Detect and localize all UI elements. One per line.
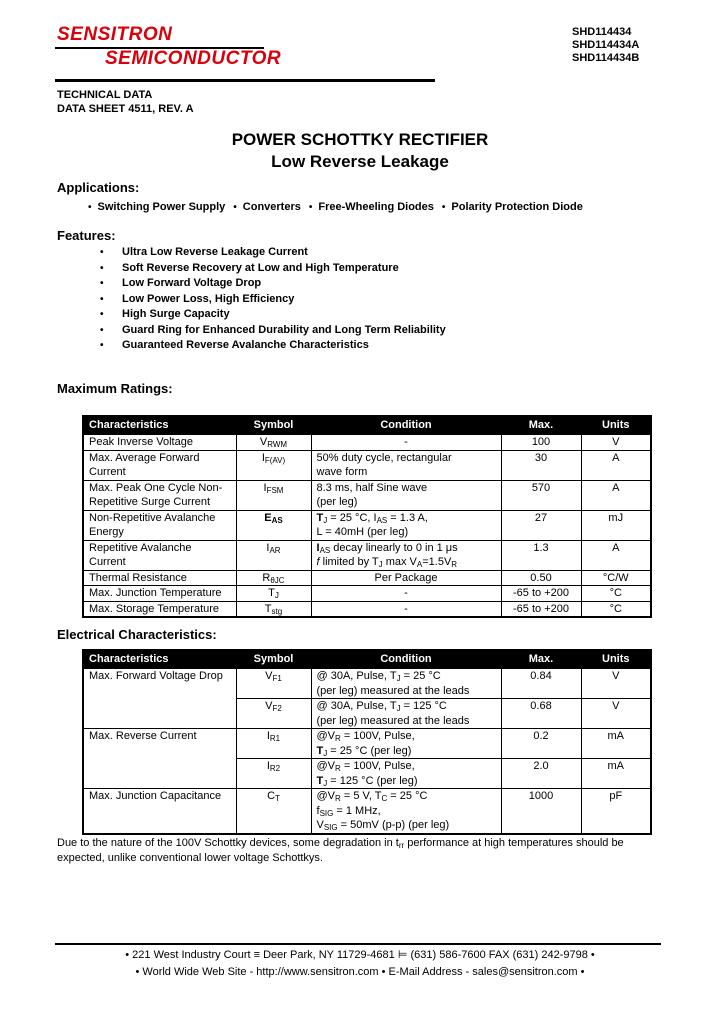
page-title (0, 129, 720, 173)
max-cell: 1000 (501, 789, 581, 834)
maximum-ratings-heading: Maximum Ratings: (57, 381, 173, 396)
characteristic-cell: Max. Average Forward Current (83, 450, 236, 480)
footer-divider (55, 943, 661, 945)
column-header: Condition (311, 416, 501, 435)
characteristic-cell: Repetitive Avalanche Current (83, 540, 236, 570)
application-item: • Converters (233, 201, 301, 213)
max-cell: 1.3 (501, 540, 581, 570)
max-cell: 0.68 (501, 699, 581, 729)
condition-cell: - (311, 435, 501, 451)
footnote: Due to the nature of the 100V Schottky devices, some degradation in $t_{rr}$ performance at high temperatures should be expected, unlike conventional lower voltage Schottkys. (57, 837, 624, 864)
column-header: Condition (311, 650, 501, 669)
bullet-icon: • (100, 262, 104, 274)
application-item: • Polarity Protection Diode (441, 201, 583, 213)
maximum-ratings-table (82, 415, 652, 618)
bullet-icon: • (100, 278, 104, 289)
table-row (83, 480, 651, 510)
part-number: SHD114434 (572, 26, 632, 38)
units-cell: A (581, 450, 651, 480)
bullet-icon: • (233, 202, 237, 213)
table-row (83, 601, 651, 617)
symbol-cell: $V_{F1}$ (236, 669, 311, 699)
symbol-cell: $T_{stg}$ (236, 601, 311, 617)
symbol-cell: $T_J$ (236, 586, 311, 602)
table-row (83, 729, 651, 759)
units-cell: V (581, 669, 651, 699)
units-cell: A (581, 540, 651, 570)
application-item: • Switching Power Supply (88, 201, 226, 213)
electrical-characteristics-table (82, 649, 652, 835)
features-heading: Features: (57, 228, 116, 243)
condition-cell: $@V_R = 100V$, Pulse, $T_J = 25$ °C (per leg) (311, 729, 501, 759)
max-cell: 0.50 (501, 570, 581, 586)
column-header: Units (581, 650, 651, 669)
characteristic-cell: Max. Forward Voltage Drop (83, 669, 236, 729)
max-cell: 0.2 (501, 729, 581, 759)
symbol-cell: $I_{AR}$ (236, 540, 311, 570)
feature-item: • Guaranteed Reverse Avalanche Characteristics (100, 338, 446, 354)
table-row (83, 450, 651, 480)
application-item: • Free-Wheeling Diodes (308, 201, 434, 213)
condition-cell: @ 30A, Pulse, $T_J = 125$ °C (per leg) measured at the leads (311, 699, 501, 729)
logo-semiconductor: SEMICONDUCTOR (105, 48, 282, 69)
features-list (100, 245, 446, 354)
logo-sensitron: SENSITRON (55, 24, 264, 49)
symbol-cell: $E_{AS}$ (236, 510, 311, 540)
feature-item: • Ultra Low Reverse Leakage Current (100, 245, 446, 261)
symbol-cell: $I_{F(AV)}$ (236, 450, 311, 480)
feature-item: • Low Forward Voltage Drop (100, 276, 446, 292)
table-row (83, 789, 651, 834)
feature-item: • Soft Reverse Recovery at Low and High Temperature (100, 261, 446, 277)
characteristic-cell: Max. Junction Capacitance (83, 789, 236, 834)
symbol-cell: $V_{F2}$ (236, 699, 311, 729)
max-cell: -65 to +200 (501, 601, 581, 617)
units-cell: mJ (581, 510, 651, 540)
max-cell: 30 (501, 450, 581, 480)
column-header: Symbol (236, 650, 311, 669)
max-cell: 570 (501, 480, 581, 510)
column-header: Characteristics (83, 416, 236, 435)
footer (0, 947, 720, 980)
part-number-list (572, 26, 639, 65)
max-cell: 0.84 (501, 669, 581, 699)
condition-cell: $T_J = 25$ °C, $I_{AS} = 1.3$ A, L = 40mH (per leg) (311, 510, 501, 540)
condition-cell: Per Package (311, 570, 501, 586)
units-cell: °C (581, 601, 651, 617)
footer-address-line: • 221 West Industry Court ≡ Deer Park, NY 11729-4681 ⊨ (631) 586-7600 FAX (631) 242-9798 • (125, 949, 595, 961)
characteristic-cell: Max. Peak One Cycle Non-Repetitive Surge Current (83, 480, 236, 510)
table-row (83, 586, 651, 602)
bullet-icon: • (100, 293, 104, 305)
max-cell: 27 (501, 510, 581, 540)
table-row (83, 435, 651, 451)
characteristic-cell: Max. Reverse Current (83, 729, 236, 789)
column-header: Max. (501, 416, 581, 435)
table-header-row (83, 416, 651, 435)
characteristic-cell: Thermal Resistance (83, 570, 236, 586)
condition-cell: - (311, 601, 501, 617)
symbol-cell: $I_{FSM}$ (236, 480, 311, 510)
column-header: Units (581, 416, 651, 435)
condition-cell: - (311, 586, 501, 602)
column-header: Symbol (236, 416, 311, 435)
symbol-cell: $I_{R2}$ (236, 759, 311, 789)
footer-web-line: • World Wide Web Site - http://www.sensitron.com • E-Mail Address - sales@sensitron.com • (135, 965, 585, 978)
units-cell: V (581, 699, 651, 729)
units-cell: mA (581, 759, 651, 789)
table-row (83, 570, 651, 586)
units-cell: pF (581, 789, 651, 834)
technical-data-block (57, 88, 194, 116)
units-cell: °C (581, 586, 651, 602)
table-header-row (83, 650, 651, 669)
units-cell: V (581, 435, 651, 451)
title-line2: Low Reverse Leakage (271, 152, 449, 171)
units-cell: A (581, 480, 651, 510)
column-header: Characteristics (83, 650, 236, 669)
part-number: SHD114434B (572, 52, 640, 64)
condition-cell: @ 30A, Pulse, $T_J = 25$ °C (per leg) measured at the leads (311, 669, 501, 699)
condition-cell: 50% duty cycle, rectangular wave form (311, 450, 501, 480)
condition-cell: $@V_R = 100V$, Pulse, $T_J = 125$ °C (per leg) (311, 759, 501, 789)
characteristic-cell: Peak Inverse Voltage (83, 435, 236, 451)
feature-item: • High Surge Capacity (100, 307, 446, 323)
table-row (83, 540, 651, 570)
units-cell: mA (581, 729, 651, 759)
applications-heading: Applications: (57, 180, 140, 195)
max-cell: 2.0 (501, 759, 581, 789)
technical-data-label: TECHNICAL DATA (57, 89, 153, 101)
table-row (83, 510, 651, 540)
symbol-cell: $V_{RWM}$ (236, 435, 311, 451)
table-row (83, 669, 651, 699)
part-number: SHD114434A (572, 39, 640, 51)
symbol-cell: $C_T$ (236, 789, 311, 834)
max-cell: 100 (501, 435, 581, 451)
electrical-characteristics-heading: Electrical Characteristics: (57, 627, 217, 642)
feature-item: • Guard Ring for Enhanced Durability and Long Term Reliability (100, 323, 446, 339)
units-cell: °C/W (581, 570, 651, 586)
title-line1: POWER SCHOTTKY RECTIFIER (231, 130, 489, 149)
max-cell: -65 to +200 (501, 586, 581, 602)
column-header: Max. (501, 650, 581, 669)
characteristic-cell: Non-Repetitive Avalanche Energy (83, 510, 236, 540)
bullet-icon: • (308, 202, 313, 213)
symbol-cell: $I_{R1}$ (236, 729, 311, 759)
condition-cell: 8.3 ms, half Sine wave (per leg) (311, 480, 501, 510)
characteristic-cell: Max. Storage Temperature (83, 601, 236, 617)
bullet-icon: • (100, 324, 104, 336)
applications-list (88, 201, 591, 213)
bullet-icon: • (100, 340, 104, 351)
symbol-cell: $R_{\theta JC}$ (236, 570, 311, 586)
bullet-icon: • (100, 247, 104, 258)
header-divider (55, 79, 435, 82)
bullet-icon: • (88, 202, 92, 213)
condition-cell: $I_{AS}$ decay linearly to 0 in 1 μs f limited by $T_J$ $\max V_A=1.5V_R$ (311, 540, 501, 570)
condition-cell: $@V_R = 5$ V, $T_C = 25$ °C $f_{SIG} = 1$ MHz, $V_{SIG} = 50mV$ (p-p) (per leg) (311, 789, 501, 834)
datasheet-revision: DATA SHEET 4511, REV. A (57, 103, 194, 115)
bullet-icon: • (100, 309, 104, 320)
bullet-icon: • (441, 202, 446, 213)
characteristic-cell: Max. Junction Temperature (83, 586, 236, 602)
feature-item: • Low Power Loss, High Efficiency (100, 292, 446, 308)
